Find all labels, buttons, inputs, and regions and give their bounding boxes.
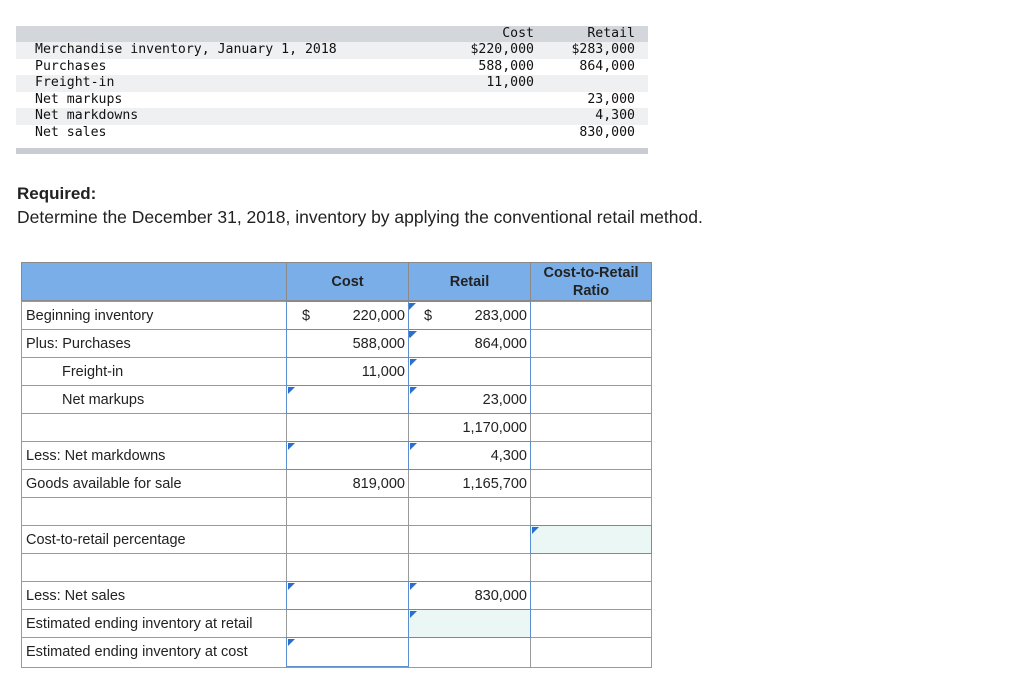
row-net-markdowns [21,441,287,470]
row-freight-in [21,357,287,386]
row-blank-2 [21,553,287,582]
beginning-inventory-retail-input[interactable] [408,301,531,330]
input-flag-icon [288,583,295,590]
input-flag-icon [410,443,417,450]
given-row [16,125,648,142]
cost-cell [286,609,409,638]
retail-cell [408,553,531,582]
cost-cell [286,497,409,526]
retail-cell [408,497,531,526]
given-data-table [16,26,648,154]
row-label: Plus: Purchases [26,336,131,352]
row-beginning-inventory [21,301,287,330]
row-ending-cost [21,637,287,668]
ratio-cell [530,469,652,498]
given-row-label: Net markdowns [35,108,139,123]
ratio-cell [530,637,652,668]
cost-value: 819,000 [352,476,405,492]
ending-inventory-retail-input[interactable] [408,609,531,638]
ratio-cell [530,385,652,414]
input-flag-icon [532,527,539,534]
header-retail: Retail [408,262,531,301]
given-row-retail: 864,000 [579,58,635,74]
cost-cell [286,553,409,582]
given-row-retail: 23,000 [587,91,635,107]
given-row [16,92,648,109]
cost-value: 220,000 [352,308,405,324]
net-markups-retail-input[interactable] [408,385,531,414]
row-purchases [21,329,287,358]
cost-value: 11,000 [361,364,405,380]
required-heading: Required: [17,184,97,203]
row-label: Goods available for sale [26,476,182,492]
row-goods-available [21,469,287,498]
input-flag-icon [410,387,417,394]
given-row [16,42,648,59]
net-markdowns-retail-input[interactable] [408,441,531,470]
required-instruction: Determine the December 31, 2018, inventory by applying the conventional retail method. [17,207,703,227]
retail-value: 4,300 [490,448,527,464]
input-flag-icon [288,639,295,646]
given-footer-bar [16,148,648,154]
given-row [16,108,648,125]
input-flag-icon [410,611,417,618]
given-row-retail: 4,300 [595,108,635,123]
retail-cell [408,637,531,668]
ratio-cell [530,441,652,470]
row-cost-to-retail [21,525,287,554]
row-label: Less: Net sales [26,588,126,604]
given-row-label: Purchases [35,58,107,74]
ratio-cell [530,357,652,386]
given-header-cost: Cost [502,26,534,41]
retail-value: 283,000 [474,308,527,324]
ratio-cell [530,413,652,442]
row-label: Less: Net markdowns [26,448,166,464]
ratio-cell [530,581,652,610]
dollar-sign: $ [424,308,433,324]
ratio-cell [530,609,652,638]
given-header-retail: Retail [587,26,635,41]
cost-value: 588,000 [352,336,405,352]
cost-cell [286,469,409,498]
input-flag-icon [410,583,417,590]
retail-value: 1,170,000 [462,420,527,436]
retail-value: 864,000 [474,336,527,352]
input-flag-icon [288,443,295,450]
purchases-retail-input[interactable] [408,329,531,358]
header-cost-to-retail-ratio: Cost-to-Retail Ratio [530,262,652,301]
retail-cell [408,525,531,554]
given-row [16,75,648,92]
net-sales-cost-input[interactable] [286,581,409,610]
row-net-sales [21,581,287,610]
retail-value: 1,165,700 [462,476,527,492]
header-cost: Cost [286,262,409,301]
freight-in-cost-input[interactable] [286,357,409,386]
given-row-retail: 830,000 [579,124,635,140]
net-sales-retail-input[interactable] [408,581,531,610]
row-label: Freight-in [62,364,124,380]
cost-cell [286,525,409,554]
retail-method-worksheet [21,262,652,668]
net-markups-cost-input[interactable] [286,385,409,414]
retail-value: 830,000 [474,588,527,604]
given-row-label: Freight-in [35,75,115,90]
given-row-label: Net markups [35,91,123,107]
row-label: Beginning inventory [26,308,154,324]
row-label: Net markups [62,392,145,408]
row-ending-retail [21,609,287,638]
cost-cell [286,413,409,442]
ratio-cell [530,329,652,358]
freight-in-retail-input[interactable] [408,357,531,386]
net-markdowns-cost-input[interactable] [286,441,409,470]
row-blank-1 [21,497,287,526]
beginning-inventory-cost-input[interactable] [286,301,409,330]
given-row-label: Merchandise inventory, January 1, 2018 [35,42,337,57]
input-flag-icon [410,359,417,366]
row-label: Estimated ending inventory at cost [26,644,248,660]
row-net-markups [21,385,287,414]
row-subtotal [21,413,287,442]
cost-to-retail-ratio-input[interactable] [530,525,652,554]
given-row-cost: 11,000 [486,75,534,90]
given-row-retail: $283,000 [571,42,635,57]
ratio-cell [530,553,652,582]
retail-cell [408,413,531,442]
row-label: Estimated ending inventory at retail [26,616,253,632]
ending-inventory-cost-input[interactable] [286,637,409,667]
row-label: Cost-to-retail percentage [26,532,186,548]
input-flag-icon [410,331,417,338]
given-row-cost: 588,000 [478,58,534,74]
ratio-cell [530,301,652,330]
purchases-cost-input[interactable] [286,329,409,358]
header-blank [21,262,287,301]
given-row-label: Net sales [35,124,107,140]
given-row-cost: $220,000 [470,42,534,57]
given-row [16,59,648,76]
retail-cell [408,469,531,498]
retail-value: 23,000 [482,392,527,408]
given-header-row [16,26,648,43]
ratio-cell [530,497,652,526]
dollar-sign: $ [302,308,311,324]
input-flag-icon [288,387,295,394]
